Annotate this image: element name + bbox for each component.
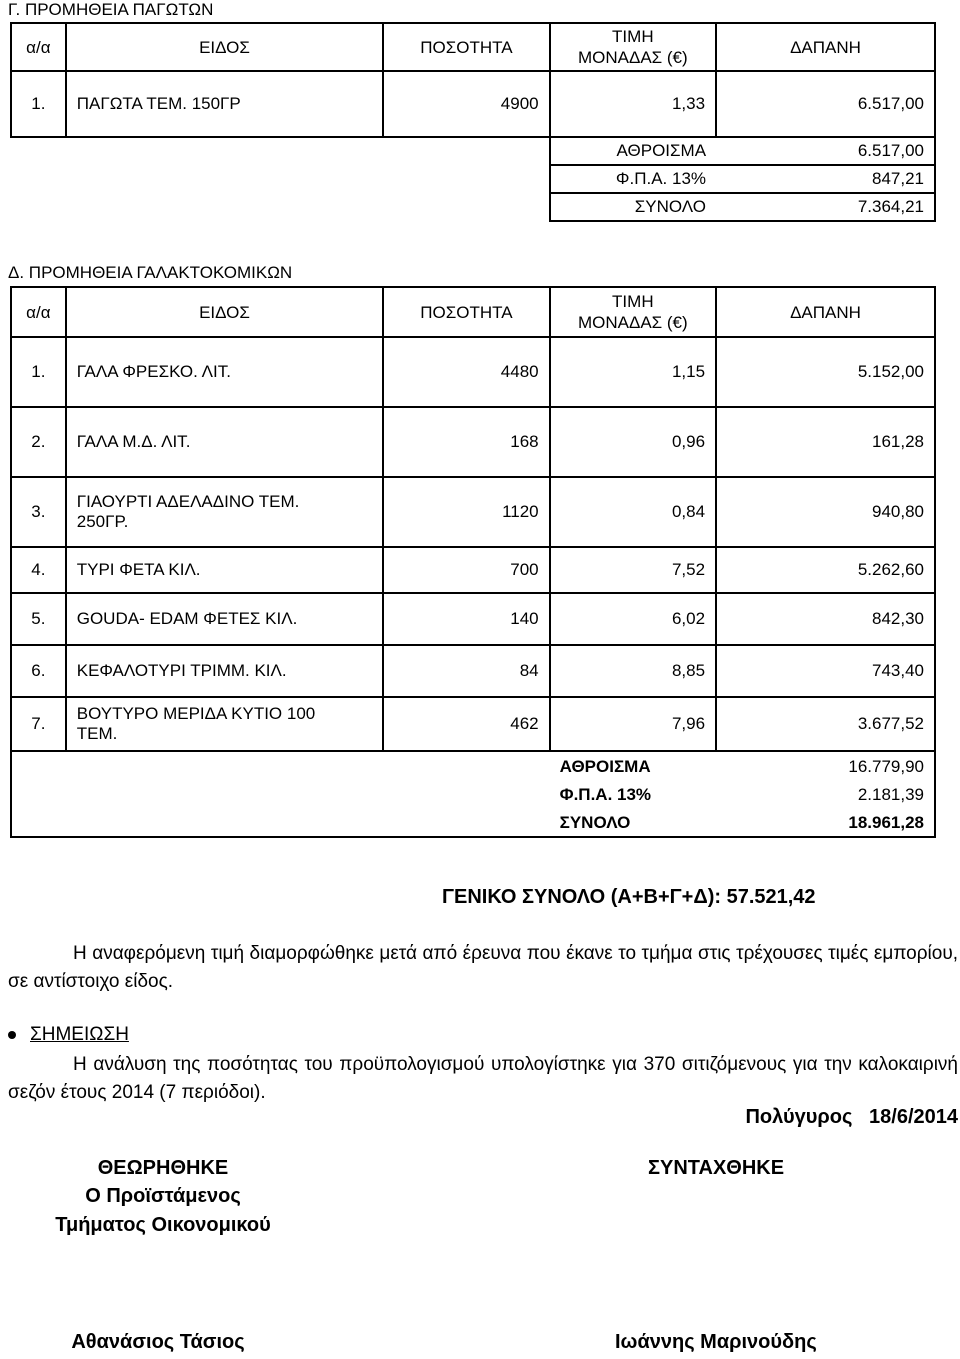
total-label: ΑΘΡΟΙΣΜΑ [550,137,716,165]
total-value: 6.517,00 [716,137,935,165]
row-item: ΒΟΥΤΥΡΟ ΜΕΡΙΔΑ ΚΥΤΙΟ 100 ΤΕΜ. [66,697,383,751]
row-no: 2. [11,407,66,477]
header-item: ΕΙΔΟΣ [66,287,383,337]
row-qty: 4900 [383,71,549,137]
row-qty: 168 [383,407,549,477]
bullet-icon [8,1031,16,1039]
header-unit-price: ΤΙΜΗ ΜΟΝΑΔΑΣ (€) [550,287,716,337]
row-price: 6,02 [550,593,716,645]
right-signature-line1: ΣΥΝΤΑΧΘΗΚΕ [648,1157,785,1179]
table-row [11,645,935,697]
row-qty: 1120 [383,477,549,547]
row-price: 1,15 [550,337,716,407]
table-row [11,71,935,137]
row-no: 6. [11,645,66,697]
section-g-title: Γ. ΠΡΟΜΗΘΕΙΑ ΠΑΓΩΤΩΝ [8,0,214,19]
row-item: ΚΕΦΑΛΟΤΥΡΙ ΤΡΙΜΜ. ΚΙΛ. [66,645,383,697]
row-price: 0,84 [550,477,716,547]
vat-value: 847,21 [716,165,935,193]
row-no: 1. [11,337,66,407]
table-row [11,697,935,751]
row-price: 7,96 [550,697,716,751]
row-qty: 4480 [383,337,549,407]
row-cost: 842,30 [716,593,935,645]
section-d-table [10,286,936,838]
row-no: 4. [11,547,66,593]
row-cost: 161,28 [716,407,935,477]
total-row [11,137,935,165]
left-signature-line3: Τμήματος Οικονομικού [55,1214,271,1236]
header-unit-price: ΤΙΜΗ ΜΟΝΑΔΑΣ (€) [550,23,716,71]
place-date: Πολύγυρος 18/6/2014 [745,1106,958,1128]
vat-label: Φ.Π.Α. 13% [559,785,652,804]
header-cost: ΔΑΠΑΝΗ [716,23,935,71]
table-row [11,547,935,593]
table-header-row [11,287,935,337]
row-cost: 743,40 [716,645,935,697]
row-item: ΓΙΑΟΥΡΤΙ ΑΔΕΛΑΔΙΝΟ ΤΕΜ. 250ΓΡ. [66,477,383,547]
row-cost: 5.152,00 [716,337,935,407]
table-row [11,477,935,547]
left-signature-line2: Ο Προϊστάμενος [85,1185,241,1207]
row-no: 3. [11,477,66,547]
row-item: ΤΥΡΙ ΦΕΤΑ ΚΙΛ. [66,547,383,593]
total-row [11,751,935,781]
header-qty: ΠΟΣΟΤΗΤΑ [383,287,549,337]
row-cost: 940,80 [716,477,935,547]
sum-value: 7.364,21 [716,193,935,221]
row-item: ΓΑΛΑ Μ.Δ. ΛΙΤ. [66,407,383,477]
header-cost: ΔΑΠΑΝΗ [716,287,935,337]
sum-value: 18.961,28 [716,809,935,837]
row-price: 0,96 [550,407,716,477]
left-signature-name: Αθανάσιος Τάσιος [71,1331,245,1353]
row-cost: 6.517,00 [716,71,935,137]
row-no: 7. [11,697,66,751]
vat-value: 2.181,39 [716,781,935,809]
table-header-row [11,23,935,71]
header-aa: α/α [11,23,66,71]
table-row [11,593,935,645]
row-item: ΓΑΛΑ ΦΡΕΣΚΟ. ΛΙΤ. [66,337,383,407]
row-qty: 84 [383,645,549,697]
note-heading-line [8,1024,129,1046]
sum-label: ΣΥΝΟΛΟ [550,193,716,221]
section-d-title: Δ. ΠΡΟΜΗΘΕΙΑ ΓΑΛΑΚΤΟΚΟΜΙΚΩΝ [8,263,293,282]
sum-row [11,809,935,837]
note-paragraph: Η αναφερόμενη τιμή διαμορφώθηκε μετά από έρευνα που έκανε το τμήμα στις τρέχουσες τιμές εμπορίου, σε αντίστοιχο είδος. [8,943,958,992]
note-heading: ΣΗΜΕΙΩΣΗ [30,1024,129,1045]
row-qty: 462 [383,697,549,751]
row-no: 5. [11,593,66,645]
row-qty: 140 [383,593,549,645]
row-cost: 5.262,60 [716,547,935,593]
section-g-table [10,22,936,222]
header-aa: α/α [11,287,66,337]
vat-row [11,165,935,193]
total-label: ΑΘΡΟΙΣΜΑ [550,751,716,781]
header-qty: ΠΟΣΟΤΗΤΑ [383,23,549,71]
row-price: 7,52 [550,547,716,593]
right-signature-name: Ιωάννης Μαρινούδης [615,1331,817,1353]
table-row [11,337,935,407]
row-item: ΠΑΓΩΤΑ ΤΕΜ. 150ΓΡ [66,71,383,137]
total-value: 16.779,90 [716,751,935,781]
row-price: 8,85 [550,645,716,697]
grand-total: ΓΕΝΙΚΟ ΣΥΝΟΛΟ (Α+Β+Γ+Δ): 57.521,42 [442,886,816,908]
vat-row [11,781,935,809]
left-signature-line1: ΘΕΩΡΗΘΗΚΕ [97,1157,229,1179]
table-row [11,407,935,477]
sum-label: ΣΥΝΟΛΟ [550,809,716,837]
row-price: 1,33 [550,71,716,137]
row-qty: 700 [383,547,549,593]
sum-row [11,193,935,221]
row-cost: 3.677,52 [716,697,935,751]
note-text: Η ανάλυση της ποσότητας του προϋπολογισμού υπολογίστηκε για 370 σιτιζόμενους για την καλοκαιρινή σεζόν έτους 2014 (7 περιόδοι). [8,1054,958,1103]
header-item: ΕΙΔΟΣ [66,23,383,71]
row-no: 1. [11,71,66,137]
vat-label: Φ.Π.Α. 13% [550,165,716,193]
row-item: GOUDA- EDAM ΦΕΤΕΣ ΚΙΛ. [66,593,383,645]
